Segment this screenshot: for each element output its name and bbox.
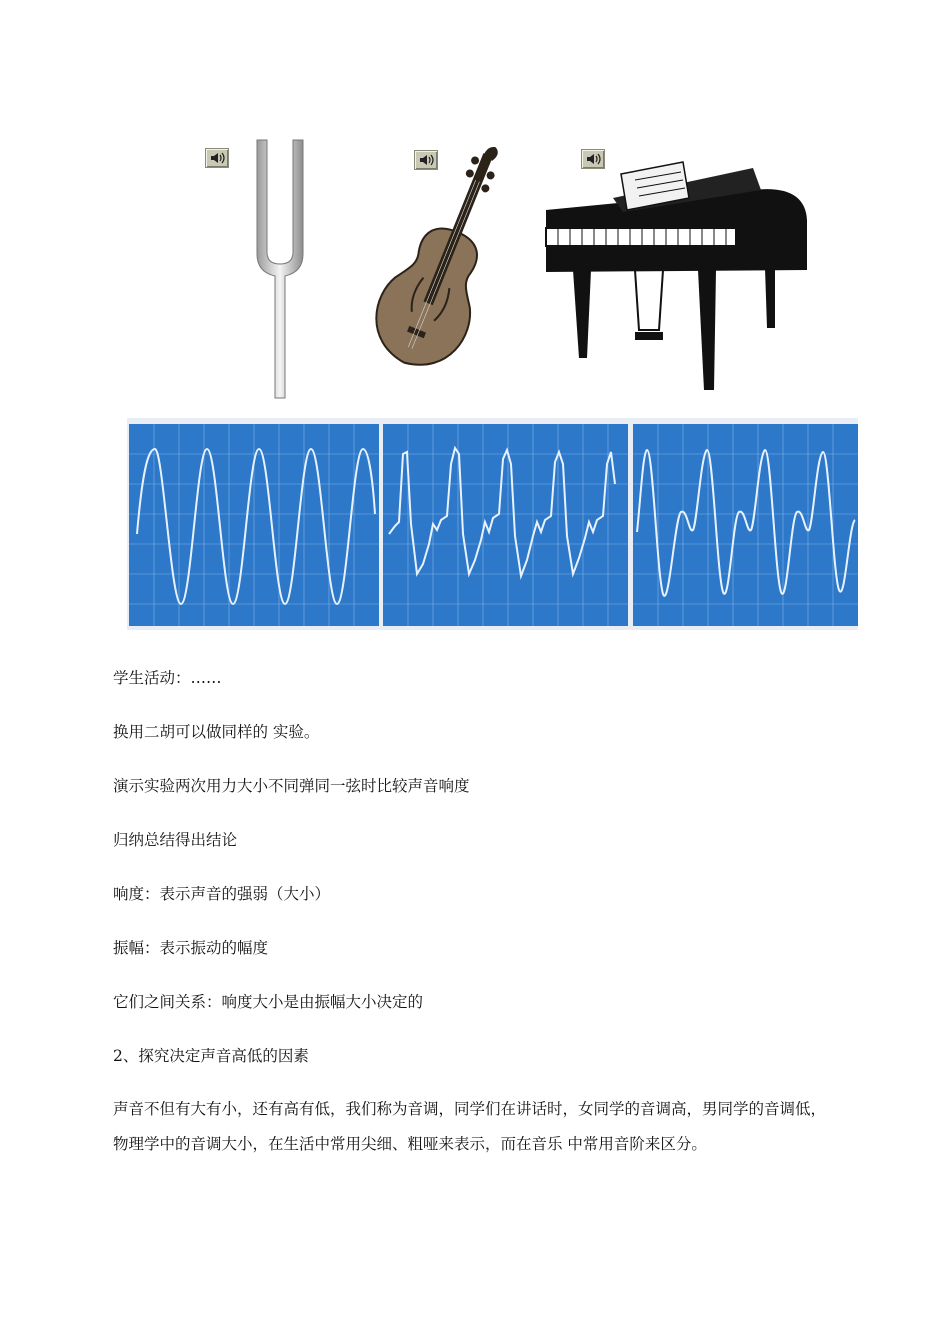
text-line: 归纳总结得出结论: [113, 831, 238, 849]
section-heading: 2、探究决定声音高低的因素: [113, 1047, 309, 1065]
waveform-strip: [127, 418, 858, 630]
violin-image: [362, 134, 522, 408]
text-line: 学生活动：……: [113, 669, 222, 687]
body-paragraph: 声音不但有大有小，还有高有低，我们称为音调，同学们在讲话时，女同学的音调高，男同学的音调低，物理学中的音调大小，在生活中常用尖细、粗哑来表示，而在音乐 中常用音阶来区分。: [113, 1100, 827, 1153]
text-line: 演示实验两次用力大小不同弹同一弦时比较声音响度: [113, 777, 470, 795]
text-line: 振幅：表示振动的幅度: [113, 939, 269, 957]
text-line: 响度：表示声音的强弱（大小）: [113, 885, 331, 903]
speaker-icon[interactable]: [205, 148, 229, 168]
grand-piano-image: [543, 160, 811, 396]
text-line: 它们之间关系：响度大小是由振幅大小决定的: [113, 993, 424, 1011]
violin-waveform: [383, 424, 628, 626]
piano-waveform: [633, 424, 858, 626]
text-line: 换用二胡可以做同样的 实验。: [113, 723, 320, 741]
tuning-fork-waveform: [129, 424, 379, 626]
tuning-fork-image: [245, 136, 315, 406]
